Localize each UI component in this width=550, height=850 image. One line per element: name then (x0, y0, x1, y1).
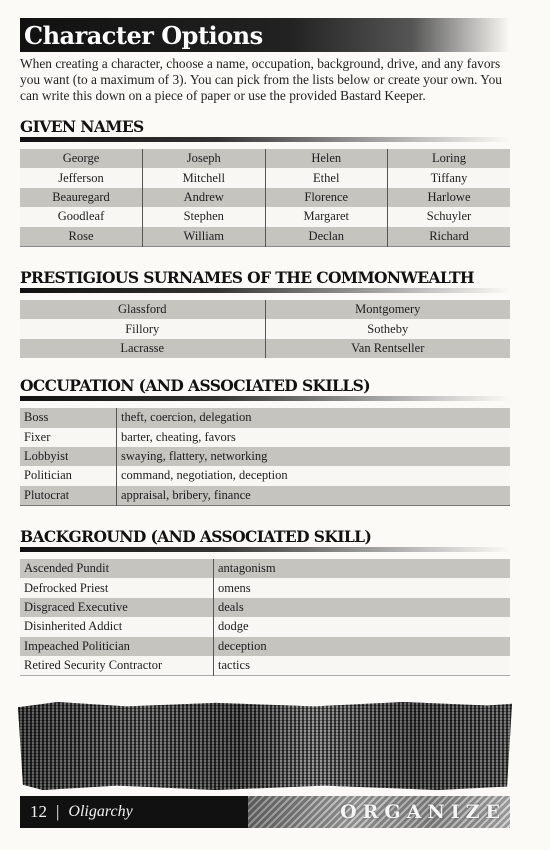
table-cell: Margaret (265, 207, 388, 226)
table-cell: Retired Security Contractor (20, 656, 214, 676)
background-row (20, 637, 510, 656)
section-rule (20, 396, 510, 401)
occupation-row (20, 428, 510, 447)
table-cell: command, negotiation, deception (117, 466, 511, 485)
occupation-table (20, 408, 510, 506)
table-cell: Fillory (20, 319, 265, 338)
given-names-row (20, 149, 510, 168)
footer-separator: | (56, 802, 60, 821)
table-cell: Glassford (20, 300, 265, 319)
given-names-header (20, 118, 510, 142)
section-rule (20, 137, 510, 142)
given-names-table (20, 149, 510, 247)
table-cell: omens (214, 578, 511, 597)
background-row (20, 578, 510, 597)
table-cell: Impeached Politician (20, 637, 214, 656)
section-rule (20, 547, 510, 552)
table-cell: Fixer (20, 428, 117, 447)
page-footer (20, 796, 510, 828)
table-cell: Ascended Pundit (20, 559, 214, 578)
table-cell: Declan (265, 227, 388, 247)
table-cell: dodge (214, 617, 511, 636)
occupation-row (20, 447, 510, 466)
background-row (20, 656, 510, 676)
given-names-row (20, 227, 510, 247)
table-cell: deals (214, 598, 511, 617)
table-cell: antagonism (214, 559, 511, 578)
given-names-row (20, 188, 510, 207)
background-row (20, 617, 510, 636)
surnames-row (20, 339, 510, 358)
given-names-row (20, 168, 510, 187)
decorative-street-illustration (18, 702, 512, 790)
table-cell: Politician (20, 466, 117, 485)
table-cell: Lobbyist (20, 447, 117, 466)
book-title: Oligarchy (68, 803, 133, 820)
table-cell: Disgraced Executive (20, 598, 214, 617)
table-cell: Plutocrat (20, 486, 117, 506)
table-cell: Andrew (143, 188, 266, 207)
table-cell: Defrocked Priest (20, 578, 214, 597)
table-cell: tactics (214, 656, 511, 676)
table-cell: Schuyler (388, 207, 511, 226)
background-header (20, 528, 510, 552)
table-cell: Rose (20, 227, 143, 247)
occupation-row (20, 466, 510, 485)
occupation-row (20, 408, 510, 427)
table-cell: Stephen (143, 207, 266, 226)
page-title: Character Options (24, 20, 263, 50)
table-cell: Helen (265, 149, 388, 168)
table-cell: Tiffany (388, 168, 511, 187)
surnames-row (20, 319, 510, 338)
background-table (20, 559, 510, 676)
table-cell: William (143, 227, 266, 247)
given-names-row (20, 207, 510, 226)
table-cell: Goodleaf (20, 207, 143, 226)
occupation-header (20, 377, 510, 401)
background-row (20, 559, 510, 578)
page-content (20, 18, 510, 676)
occupation-heading: OCCUPATION (AND ASSOCIATED SKILLS) (20, 376, 370, 396)
table-cell: appraisal, bribery, finance (117, 486, 511, 506)
surnames-header (20, 269, 510, 293)
table-cell: George (20, 149, 143, 168)
page-number: 12 (30, 802, 47, 821)
table-cell: Florence (265, 188, 388, 207)
chapter-title: ORGANIZE (340, 801, 506, 823)
table-cell: Sotheby (265, 319, 510, 338)
table-cell: Van Rentseller (265, 339, 510, 358)
table-cell: Beauregard (20, 188, 143, 207)
section-rule (20, 288, 510, 293)
surnames-heading: PRESTIGIOUS SURNAMES OF THE COMMONWEALTH (20, 267, 474, 287)
table-cell: Disinherited Addict (20, 617, 214, 636)
table-cell: swaying, flattery, networking (117, 447, 511, 466)
table-cell: barter, cheating, favors (117, 428, 511, 447)
table-cell: Ethel (265, 168, 388, 187)
table-cell: deception (214, 637, 511, 656)
table-cell: Jefferson (20, 168, 143, 187)
surnames-table (20, 300, 510, 358)
table-cell: Harlowe (388, 188, 511, 207)
intro-paragraph: When creating a character, choose a name, occupation, background, drive, and any favors you want (to a maximum of 3). You can pick from the lists below or create your own. You can write this down on a piece of paper or use the provided Bastard Keeper. (20, 56, 502, 103)
table-cell: Montgomery (265, 300, 510, 319)
background-heading: BACKGROUND (AND ASSOCIATED SKILL) (20, 527, 372, 547)
table-cell: Mitchell (143, 168, 266, 187)
table-cell: Boss (20, 408, 117, 427)
given-names-heading: GIVEN NAMES (20, 117, 144, 136)
table-cell: theft, coercion, delegation (117, 408, 511, 427)
table-cell: Joseph (143, 149, 266, 168)
title-bar (20, 18, 510, 52)
chapter-banner (248, 796, 510, 828)
background-row (20, 598, 510, 617)
table-cell: Loring (388, 149, 511, 168)
surnames-row (20, 300, 510, 319)
table-cell: Richard (388, 227, 511, 247)
table-cell: Lacrasse (20, 339, 265, 358)
occupation-row (20, 486, 510, 506)
